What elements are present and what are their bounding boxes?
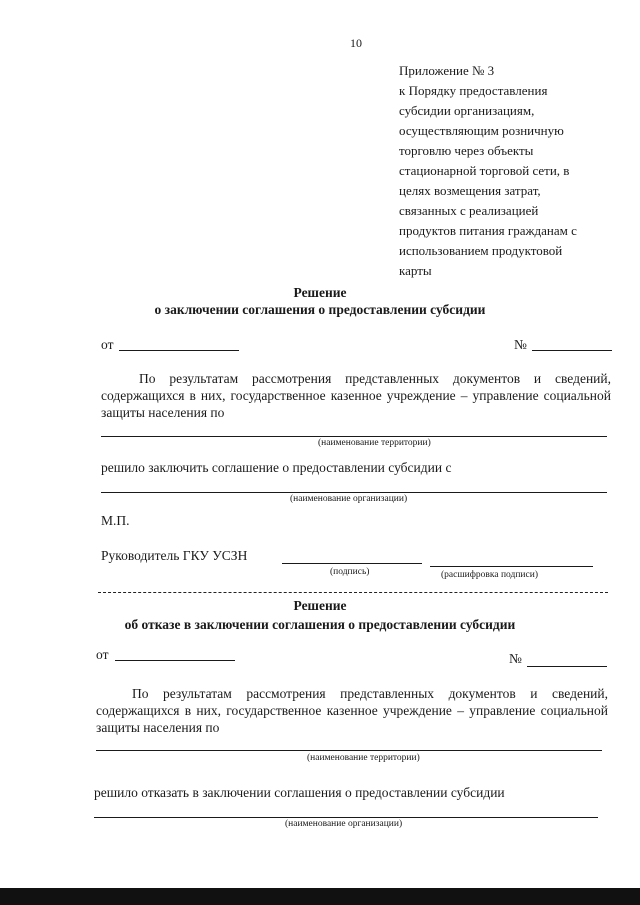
decision2-territory-caption: (наименование территории) bbox=[307, 753, 420, 763]
decision2-territory-field[interactable] bbox=[96, 750, 602, 751]
stamp-label: М.П. bbox=[101, 513, 130, 528]
decision2-date-field[interactable] bbox=[115, 660, 235, 661]
decision1-territory-field[interactable] bbox=[101, 436, 607, 437]
decision1-number-label: № bbox=[514, 337, 527, 352]
decision2-decided-text: решило отказать в заключении соглашения о предоставлении субсидии bbox=[94, 785, 505, 800]
decision1-territory-caption: (наименование территории) bbox=[318, 438, 431, 448]
decision1-title: Решение bbox=[293, 285, 347, 300]
appendix-line: продуктов питания гражданам с bbox=[399, 223, 577, 238]
head-label: Руководитель ГКУ УСЗН bbox=[101, 548, 248, 563]
decision2-subtitle: об отказе в заключении соглашения о предоставлении субсидии bbox=[124, 617, 516, 632]
appendix-line: целях возмещения затрат, bbox=[399, 183, 541, 198]
appendix-line: карты bbox=[399, 263, 432, 278]
decision1-paragraph: По результатам рассмотрения представленных документов и сведений, содержащихся в них, государственное казенное учреждение – управление социальной защиты населения по bbox=[101, 371, 611, 420]
decision1-organization-caption: (наименование организации) bbox=[290, 494, 408, 504]
appendix-line: стационарной торговой сети, в bbox=[399, 163, 570, 178]
decision1-number-field[interactable] bbox=[532, 350, 612, 351]
appendix-line: использованием продуктовой bbox=[399, 243, 563, 258]
decision2-organization-field[interactable] bbox=[94, 817, 598, 818]
decision1-subtitle: о заключении соглашения о предоставлении субсидии bbox=[154, 302, 486, 317]
appendix-header bbox=[399, 61, 577, 281]
appendix-line: осуществляющим розничную bbox=[399, 123, 564, 138]
appendix-line: к Порядку предоставления bbox=[399, 83, 548, 98]
decision1-date-label: от bbox=[101, 337, 114, 352]
appendix-line: Приложение № 3 bbox=[399, 63, 495, 78]
decision2-number-label: № bbox=[509, 651, 522, 666]
appendix-line: связанных с реализацией bbox=[399, 203, 539, 218]
decision1-date-field[interactable] bbox=[119, 350, 239, 351]
decision2-paragraph: По результатам рассмотрения представленных документов и сведений, содержащихся в них, государственное казенное учреждение – управление социальной защиты населения по bbox=[96, 686, 608, 735]
decision1-decided-text: решило заключить соглашение о предоставлении субсидии с bbox=[101, 460, 452, 475]
page-number: 10 bbox=[350, 36, 362, 50]
signature-decode-caption: (расшифровка подписи) bbox=[441, 570, 538, 580]
decision2-date-label: от bbox=[96, 647, 109, 662]
decision1-organization-field[interactable] bbox=[101, 492, 607, 493]
decision2-number-field[interactable] bbox=[527, 666, 607, 667]
signature-field[interactable] bbox=[282, 563, 422, 564]
appendix-line: субсидии организациям, bbox=[399, 103, 535, 118]
decision2-organization-caption: (наименование организации) bbox=[285, 819, 403, 829]
scan-edge-bar bbox=[0, 888, 640, 905]
signature-caption: (подпись) bbox=[330, 567, 370, 577]
decision2-title: Решение bbox=[293, 598, 347, 613]
appendix-line: торговлю через объекты bbox=[399, 143, 534, 158]
cut-line-divider bbox=[98, 592, 608, 593]
signature-decode-field[interactable] bbox=[430, 566, 593, 567]
